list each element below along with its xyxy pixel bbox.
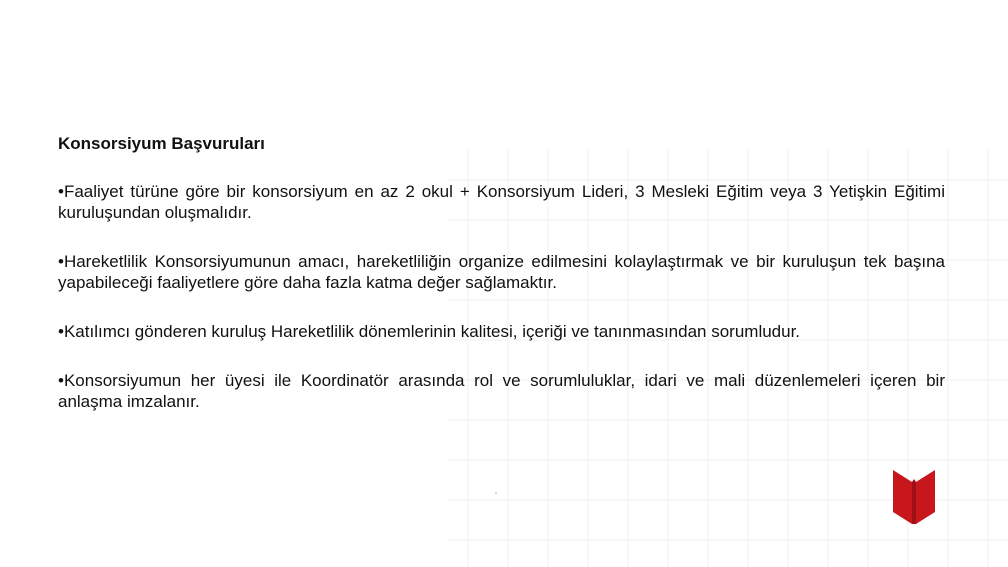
bullet-item: • Faaliyet türüne göre bir konsorsiyum en az 2 okul + Konsorsiyum Lideri, 3 Mesleki Eğitim veya 3 Yetişkin Eğitimi kuruluşundan oluşmalıdır. <box>58 181 945 223</box>
slide-title: Konsorsiyum Başvuruları <box>58 134 265 153</box>
decorative-dot <box>495 492 497 494</box>
red-book-logo-icon <box>893 470 935 524</box>
bullet-item: • Hareketlilik Konsorsiyumunun amacı, hareketliliğin organize edilmesini kolaylaştırmak ve bir kuruluşun tek başına yapabileceği faaliyetlere göre daha fazla katma değer sağlamaktır. <box>58 251 945 293</box>
bullet-item: • Konsorsiyumun her üyesi ile Koordinatör arasında rol ve sorumluluklar, idari ve mali düzenlemeleri içeren bir anlaşma imzalanır. <box>58 370 945 412</box>
bullet-list <box>58 181 945 440</box>
bullet-item: • Katılımcı gönderen kuruluş Hareketlilik dönemlerinin kalitesi, içeriği ve tanınmasından sorumludur. <box>58 321 945 342</box>
